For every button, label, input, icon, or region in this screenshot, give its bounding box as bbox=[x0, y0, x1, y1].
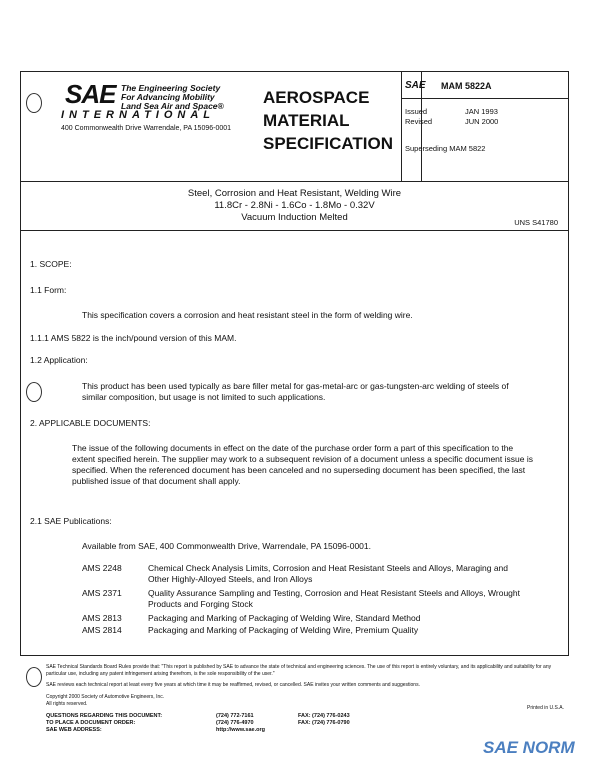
printed-note: Printed in U.S.A. bbox=[527, 705, 564, 711]
spec-type-line: SPECIFICATION bbox=[263, 134, 394, 153]
sae-address: 400 Commonwealth Drive Warrendale, PA 15096-0001 bbox=[61, 125, 232, 132]
sae-small-logo: SAE bbox=[405, 80, 426, 91]
contact-label: QUESTIONS REGARDING THIS DOCUMENT: bbox=[46, 713, 163, 719]
policy-notice: SAE reviews each technical report at least every five years at which time it may be reaffirmed, revised, or cancelled. SAE invites your written comments and suggestions. bbox=[46, 682, 420, 688]
reference-title: Chemical Check Analysis Limits, Corrosion and Heat Resistant Steels and Alloys, Maraging and Other Highly-Alloyed Steels, and Iron Alloys bbox=[148, 563, 509, 584]
reference-code: AMS 2371 bbox=[82, 588, 122, 598]
section-heading: 1.2 Application: bbox=[30, 355, 88, 365]
sae-logo: SAE bbox=[65, 79, 116, 109]
superseding-note: Superseding MAM 5822 bbox=[405, 144, 486, 153]
contact-table bbox=[46, 713, 406, 734]
reference-code: AMS 2813 bbox=[82, 613, 122, 623]
paragraph: This specification covers a corrosion and heat resistant steel in the form of welding wire. bbox=[82, 310, 413, 320]
reference-title: Packaging and Marking of Packaging of Welding Wire, Standard Method bbox=[148, 613, 421, 623]
revised-label: Revised bbox=[405, 117, 433, 126]
reference-item bbox=[82, 563, 532, 585]
uns-number: UNS S41780 bbox=[514, 218, 558, 227]
document-title bbox=[21, 182, 568, 231]
paragraph: The issue of the following documents in effect on the date of the purchase order form a part of this specification to the extent specified herein. The supplier may work to a subsequent revision of a document unless a specific document issue is specified. When the referenced document has been canceled and no superseding document has been specified, the last published issue of that document shall apply. bbox=[72, 443, 533, 486]
contact-label: TO PLACE A DOCUMENT ORDER: bbox=[46, 720, 136, 726]
issued-label: Issued bbox=[405, 107, 428, 116]
punch-hole-icon bbox=[26, 667, 42, 687]
copyright: Copyright 2000 Society of Automotive Engineers, Inc. bbox=[46, 694, 165, 700]
tagline-line: Land Sea Air and Space® bbox=[121, 101, 224, 111]
contact-fax: FAX: (724) 776-0243 bbox=[298, 713, 350, 719]
punch-hole-icon bbox=[26, 382, 42, 402]
section-heading: 1. SCOPE: bbox=[30, 259, 72, 269]
international-wordmark: INTERNATIONAL bbox=[61, 109, 216, 121]
contact-phone: (724) 772-7161 bbox=[216, 713, 254, 719]
divider bbox=[401, 72, 402, 181]
title-line: Vacuum Induction Melted bbox=[241, 212, 348, 223]
section-heading: 1.1 Form: bbox=[30, 285, 67, 295]
rights: All rights reserved. bbox=[46, 701, 88, 707]
reference-code: AMS 2814 bbox=[82, 625, 122, 635]
paragraph: Available from SAE, 400 Commonwealth Drive, Warrendale, PA 15096-0001. bbox=[82, 541, 371, 551]
reference-code: AMS 2248 bbox=[82, 563, 122, 573]
contact-label: SAE WEB ADDRESS: bbox=[46, 727, 102, 733]
policy-notice: SAE Technical Standards Board Rules provide that: "This report is published by SAE to advance the state of technical and engineering sciences. The use of this report is entirely voluntary, and its applicability and suitability for any particular use, including any patent infringement arising therefrom, is the sole responsibility of the user." bbox=[46, 664, 552, 677]
society-tagline bbox=[121, 84, 224, 111]
divider bbox=[401, 98, 568, 99]
section-heading: 2. APPLICABLE DOCUMENTS: bbox=[30, 418, 151, 428]
spec-type-line: AEROSPACE bbox=[263, 88, 370, 107]
reference-item bbox=[82, 625, 532, 636]
paragraph: 1.1.1 AMS 5822 is the inch/pound version of this MAM. bbox=[30, 333, 237, 343]
paragraph: This product has been used typically as bare filler metal for gas-metal-arc or gas-tungsten-arc welding of steels of similar composition, but usage is not limited to such applications. bbox=[82, 381, 509, 402]
tagline-line: The Engineering Society bbox=[121, 83, 221, 93]
reference-title: Packaging and Marking of Packaging of Welding Wire, Premium Quality bbox=[148, 625, 419, 635]
title-line: Steel, Corrosion and Heat Resistant, Welding Wire bbox=[187, 188, 402, 199]
reference-item bbox=[82, 588, 532, 610]
header-block bbox=[21, 72, 568, 182]
contact-row bbox=[46, 720, 406, 727]
contact-phone: (724) 776-4970 bbox=[216, 720, 254, 726]
contact-row bbox=[46, 727, 406, 734]
document-number: MAM 5822A bbox=[441, 81, 492, 91]
revised-date: JUN 2000 bbox=[465, 117, 499, 126]
reference-item bbox=[82, 613, 532, 624]
web-address-link[interactable]: http://www.sae.org bbox=[216, 727, 265, 733]
contact-row bbox=[46, 713, 406, 720]
tagline-line: For Advancing Mobility bbox=[121, 92, 215, 102]
spec-type-heading bbox=[263, 86, 393, 155]
issued-date: JAN 1993 bbox=[465, 107, 498, 116]
reference-title: Quality Assurance Sampling and Testing, Corrosion and Heat Resistant Steels and Alloys, Wrought Products and Forging Stock bbox=[148, 588, 520, 609]
section-heading: 2.1 SAE Publications: bbox=[30, 516, 112, 526]
title-line: 11.8Cr - 2.8Ni - 1.6Co - 1.8Mo - 0.32V bbox=[214, 200, 375, 211]
contact-fax: FAX: (724) 776-0790 bbox=[298, 720, 350, 726]
sae-norm-watermark: SAE NORM bbox=[483, 738, 575, 757]
spec-type-line: MATERIAL bbox=[263, 111, 350, 130]
punch-hole-icon bbox=[26, 93, 42, 113]
